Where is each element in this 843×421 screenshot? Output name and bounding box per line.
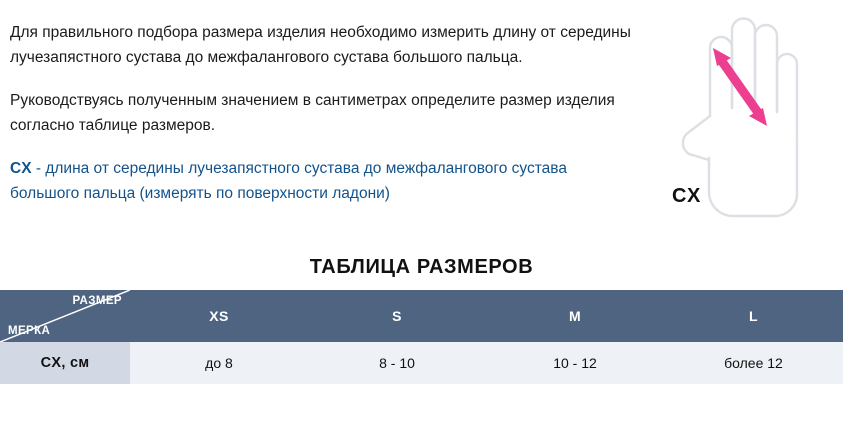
measure-arrow-icon — [713, 48, 767, 126]
corner-size-label: РАЗМЕР — [72, 295, 122, 307]
table-row — [0, 342, 843, 384]
corner-measure-label: МЕРКА — [8, 325, 51, 337]
instruction-paragraph-1: Для правильного подбора размера изделия необходимо измерить длину от середины лучезапястного сустава до межфалангового сустава большого пальца. — [10, 24, 631, 66]
hand-illustration — [655, 8, 840, 248]
cx-abbreviation: CX — [10, 160, 32, 177]
column-header-m: M — [486, 290, 664, 342]
cell-cx-s: 8 - 10 — [308, 342, 486, 384]
row-label-cx: CX, см — [0, 342, 130, 384]
cx-definition-paragraph — [10, 156, 635, 206]
cell-cx-l: более 12 — [664, 342, 843, 384]
column-header-xs: XS — [130, 290, 308, 342]
table-header-row — [0, 290, 843, 342]
cx-definition-text: - длина от середины лучезапястного сустава до межфалангового сустава большого пальца (измерять по поверхности ладони) — [10, 160, 567, 202]
hand-outline-icon — [655, 8, 840, 248]
column-header-s: S — [308, 290, 486, 342]
instructions-block — [10, 20, 635, 206]
cell-cx-m: 10 - 12 — [486, 342, 664, 384]
column-header-l: L — [664, 290, 843, 342]
bottom-whitespace — [0, 384, 843, 421]
cell-cx-xs: до 8 — [130, 342, 308, 384]
instruction-paragraph-2: Руководствуясь полученным значением в сантиметрах определите размер изделия согласно таблице размеров. — [10, 92, 615, 134]
illustration-cx-label: CX — [672, 185, 701, 207]
table-corner-cell — [0, 290, 130, 342]
size-table-title: ТАБЛИЦА РАЗМЕРОВ — [309, 256, 534, 278]
size-table — [0, 290, 843, 384]
